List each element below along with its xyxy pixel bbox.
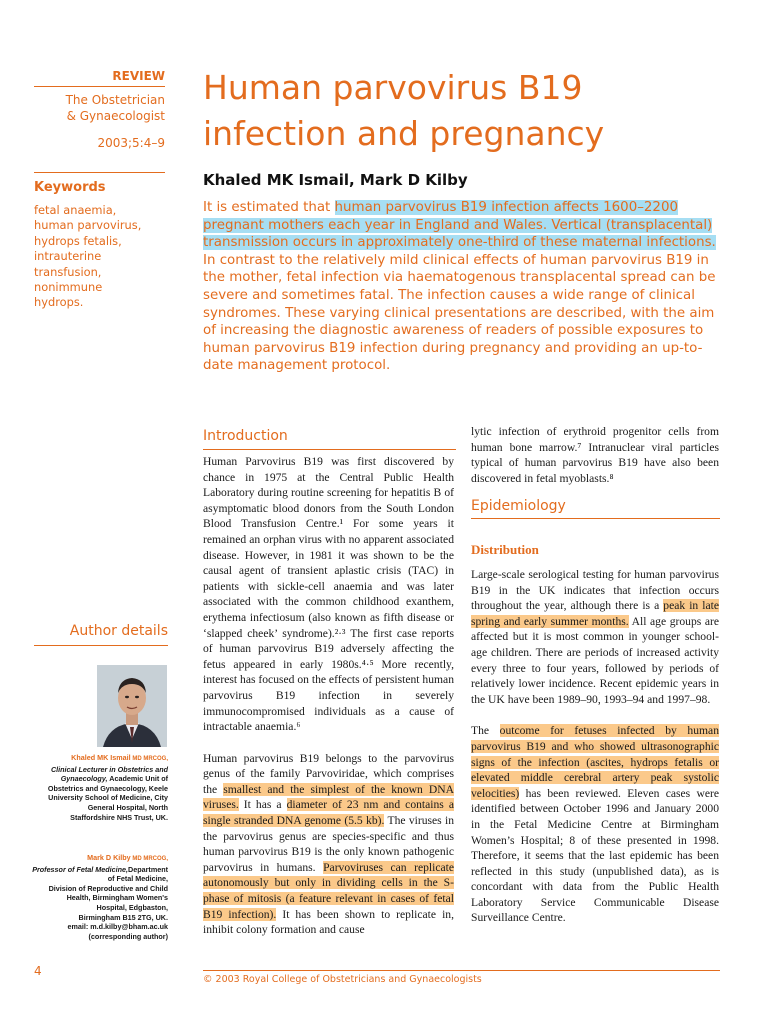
author-role: Clinical Lecturer in Obstetrics and Gynaecology,	[50, 764, 168, 784]
author-affiliation-line: University School of Medicine, City	[48, 793, 168, 803]
journal-name-line1: The Obstetrician	[65, 93, 165, 107]
right-paragraph-0: lytic infection of erythroid progenitor cells from human bone marrow.⁷ Intranuclear viral particles typical of human parvovirus B19 have also been discovered in fetal myoblasts.⁸	[471, 425, 719, 485]
author-affiliation-line: Hospital, Edgbaston,	[96, 902, 168, 912]
abstract-highlight: human parvovirus B19 infection affects 1600–2200 pregnant mothers each year in England and Wales. Vertical (transplacental) transmission occurs in approximately one-third of these maternal infections.	[203, 200, 716, 251]
journal-name	[34, 92, 165, 124]
author-name: Mark D Kilby	[87, 853, 131, 862]
intro-paragraph-1: Human Parvovirus B19 was first discovered by chance in 1975 at the Central Public Health Laboratory during routine screening for hepatitis B of asymptomatic blood donors from the South London Blood Transfusion Centre.¹ For some years it remained an orphan virus with no apparent associated disease. However, in 1981 it was shown to be the causal agent of transient aplastic crisis (TAC) in patients with sickle-cell anaemia and was later associated with the common childhood exanthem, erythema infectiosum (also known as fifth disease or ‘slapped cheek’ syndrome).²·³ The first case reports of human parvovirus B19 adversely affecting the fetus appeared in early 1980s.⁴·⁵ More recently, interest has focused on the effects of persistent human parvovirus B19 infection in severely immunocompromised individuals as a cause of intractable anaemia.⁶	[203, 455, 454, 734]
author-name: Khaled MK Ismail	[71, 753, 131, 762]
right-column-top	[471, 424, 719, 486]
distribution-paragraph-2	[471, 723, 719, 926]
sidebar-rule	[34, 86, 165, 87]
author-affiliation-line: Health, Birmingham Women's	[66, 893, 168, 903]
keywords-rule	[34, 172, 165, 173]
intro-p2-text-4: It has been shown to replicate in, inhibit colony formation and cause	[203, 907, 454, 937]
article-authors: Khaled MK Ismail, Mark D Kilby	[203, 171, 468, 189]
introduction-body	[203, 454, 454, 938]
author-affiliation-line: General Hospital, North	[87, 802, 168, 812]
distribution-heading: Distribution	[471, 542, 539, 557]
author-quals: MD MRCOG,	[130, 856, 168, 862]
keyword-item: hydrops.	[34, 295, 84, 310]
introduction-rule	[203, 449, 456, 450]
dist-p2-text: The	[471, 724, 500, 738]
keyword-item: fetal anaemia,	[34, 203, 117, 217]
keywords-heading: Keywords	[34, 180, 106, 195]
article-title-line1: Human parvovirus B19	[203, 68, 583, 107]
intro-p2-highlight-1: smallest and the simplest of the known DNA viruses.	[203, 782, 454, 812]
author-affiliation-line: Department of Fetal Medicine,	[107, 864, 168, 884]
author-affiliation-line: Obstetrics and Gynaecology, Keele	[47, 783, 168, 793]
epidemiology-heading: Epidemiology	[471, 498, 566, 514]
intro-p2-text-2: It has a	[238, 798, 287, 812]
author2-details	[30, 853, 168, 941]
author-affiliation-line: email: m.d.kilby@bham.ac.uk	[67, 922, 168, 932]
distribution-body	[471, 567, 719, 926]
intro-p2-highlight-3: Parvoviruses can replicate autonomously but only in dividing cells in the S-phase of mitosis (a feature relevant in cases of fetal B19 infection).	[203, 860, 454, 921]
intro-p2-highlight-2: diameter of 23 nm and contains a single stranded DNA genome (5.5 kb).	[203, 798, 454, 828]
abstract	[203, 199, 720, 375]
keyword-item: human parvovirus,	[34, 218, 142, 233]
citation: 2003;5:4–9	[97, 136, 165, 150]
copyright: © 2003 Royal College of Obstetricians and Gynaecologists	[203, 974, 482, 985]
dist-p1-highlight: peak in late spring and early summer months.	[471, 599, 720, 628]
dist-p2-highlight: outcome for fetuses infected by human parvovirus B19 and who showed ultrasonographic signs of the infection (ascites, hydrops fetalis or elevated middle cerebral artery peak systolic velocities)	[471, 724, 719, 800]
dist-p1-text: Large-scale serological testing for human parvovirus B19 in the UK indicates that infection occurs throughout the year, although there is a	[471, 568, 719, 613]
author-affiliation-line: Academic Unit of	[107, 774, 168, 784]
keyword-item: transfusion,	[34, 264, 102, 279]
keyword-item: hydrops fetalis,	[34, 233, 122, 248]
article-title	[203, 65, 743, 157]
author-portrait-icon	[97, 665, 167, 747]
intro-p2-text-3: The viruses in the parvovirus genus are species-specific and thus human parvovirus B19 is the only known pathogenic parvovirus in humans.	[203, 814, 454, 874]
article-title-line2: infection and pregnancy	[203, 114, 605, 153]
review-label: REVIEW	[112, 69, 165, 83]
author-details-heading: Author details	[69, 623, 168, 639]
author1-details	[30, 753, 168, 822]
keyword-item: nonimmune	[34, 280, 103, 295]
keywords-list	[34, 203, 174, 311]
dist-p2-text-2: has been reviewed. Eleven cases were identified between October 1996 and January 2000 in the Fetal Medicine Centre at Birmingham Women’s Hospital; 8 of these presented in 1998. Therefore, it seems that the last epidemic has been reflected in this study (unpublished data), as is concordant with data from the Public Health Laboratory Service Communicable Disease Surveillance Centre.	[471, 786, 719, 925]
distribution-paragraph-1	[471, 567, 719, 707]
dist-p1-text-2: All age groups are affected but it is most common in younger school-age children. There are periods of increased activity every three to four years, followed by periods of relatively lower incidence. Recent epidemic years in the UK have been 1989–90, 1993–94 and 1997–98.	[471, 614, 719, 706]
epidemiology-rule	[471, 518, 720, 519]
intro-paragraph-2	[203, 751, 454, 938]
footer-rule	[203, 970, 720, 971]
journal-name-line2: & Gynaecologist	[66, 109, 165, 123]
author-photo	[97, 665, 167, 747]
page-number: 4	[34, 964, 42, 978]
abstract-text-cont: In contrast to the relatively mild clinical effects of human parvovirus B19 in the mother, fetal infection via haematogenous transplacental spread can be severe and sometimes fatal. The infection causes a wide range of clinical syndromes. These varying clinical presentations are described, with the aim of increasing the diagnostic awareness of readers of possible exposures to human parvovirus B19 infection during pregnancy and providing an up-to-date management protocol.	[203, 252, 716, 374]
author-affiliation-line: Birmingham B15 2TG, UK.	[78, 912, 168, 922]
author-details-rule	[34, 645, 168, 646]
author-quals: MD MRCOG,	[130, 756, 168, 762]
introduction-heading: Introduction	[203, 428, 288, 444]
author-affiliation-line: Division of Reproductive and Child	[48, 883, 168, 893]
author-role: Professor of Fetal Medicine,	[32, 864, 129, 874]
abstract-text: It is estimated that	[203, 200, 335, 215]
author-affiliation-line: Staffordshire NHS Trust, UK.	[70, 812, 168, 822]
author-affiliation-line: (corresponding author)	[88, 931, 168, 941]
keyword-item: intrauterine	[34, 249, 102, 264]
intro-p2-text: Human parvovirus B19 belongs to the parvovirus genus of the family Parvoviridae, which comprises the	[203, 751, 454, 796]
